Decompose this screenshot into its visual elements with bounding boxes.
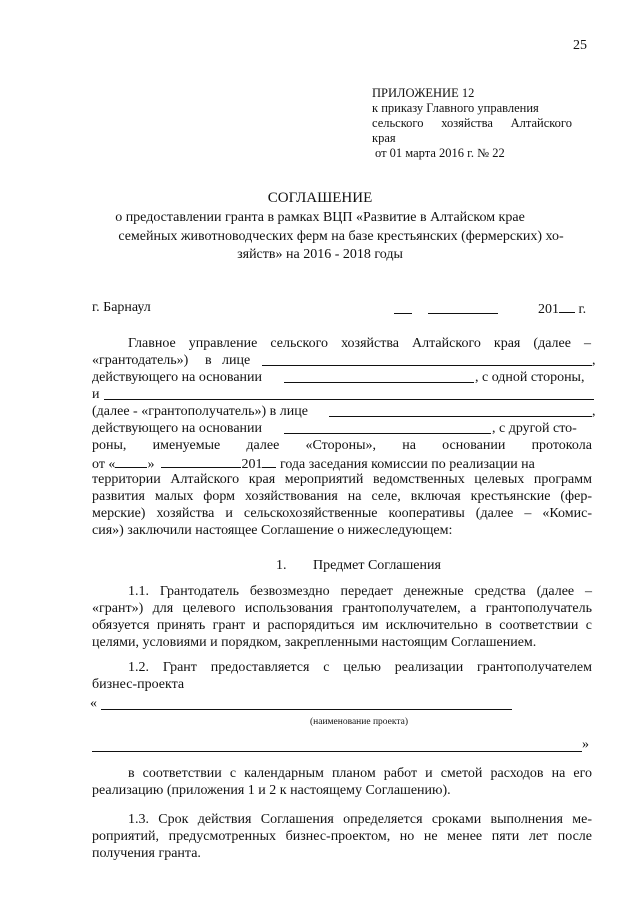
year-prefix: 201 [538, 302, 559, 317]
intro-line-11: мерские) хозяйства и сельскохозяйственные кооперативы (далее – «Комис- [92, 506, 592, 521]
clause-1-1-line-4: целями, условиями и порядком, закрепленными настоящим Соглашением. [92, 635, 537, 650]
intro-word: основании [442, 438, 506, 453]
agreement-subtitle-1: о предоставлении гранта в рамках ВЦП «Развитие в Алтайском крае [115, 210, 525, 225]
year-blank [559, 300, 575, 313]
intro-line-7 [92, 438, 592, 454]
representative-blank [262, 365, 592, 366]
agreement-title: СОГЛАШЕНИЕ [267, 190, 373, 206]
section-1-number: 1. [276, 558, 287, 573]
appendix-word: хозяйства [441, 116, 493, 130]
recipient-blank [104, 399, 594, 400]
project-open-quote: « [90, 696, 97, 711]
section-1-title: Предмет Соглашения [313, 558, 441, 573]
appendix-line-3: края [372, 131, 396, 145]
protocol-month-blank [161, 455, 241, 468]
intro-word: роны, [92, 438, 127, 453]
clause-1-3-line-3: получения гранта. [92, 846, 201, 861]
intro-word: далее [246, 438, 280, 453]
appendix-word: Алтайского [510, 116, 572, 130]
intro-word: «грантодатель») [92, 353, 189, 368]
clause-1-3-line-2: роприятий, предусмотренных бизнес-проектом, но не менее пяти лет после [92, 829, 592, 844]
clause-1-2-line-4: реализацию (приложения 1 и 2 к настоящему Соглашению). [92, 783, 451, 798]
protocol-year-blank [262, 455, 276, 468]
intro-line-1: Главное управление сельского хозяйства Алтайского края (далее – [128, 336, 591, 351]
clause-1-3-line-1: 1.3. Срок действия Соглашения определяется сроками выполнения ме- [128, 812, 592, 827]
project-name-caption: (наименование проекта) [310, 717, 409, 727]
basis-blank [284, 382, 474, 383]
page-number: 25 [573, 38, 587, 53]
protocol-date-open: от « [92, 457, 116, 472]
clause-1-1-line-2: «грант») для целевого использования грантополучателем, а грантополучатель [92, 601, 592, 616]
protocol-date-close: » [147, 457, 155, 472]
clause-1-2-line-3: в соответствии с календарным планом работ и сметой расходов на его [128, 766, 592, 781]
intro-word: в [205, 353, 212, 368]
clause-1-1-line-3: обязуется принять грант и распорядиться им исключительно в соответствии с [92, 618, 592, 633]
clause-1-2-line-1: 1.2. Грант предоставляется с целью реализации грантополучателем [128, 660, 592, 675]
project-name-blank-2 [92, 751, 582, 752]
intro-line-3b: , с одной стороны, [475, 370, 585, 385]
intro-line-4: и [92, 387, 100, 402]
intro-word: на [402, 438, 416, 453]
intro-word: лице [222, 353, 251, 368]
city: г. Барнаул [92, 300, 151, 315]
intro-word: «Стороны», [305, 438, 377, 453]
appendix-title: ПРИЛОЖЕНИЕ 12 [372, 86, 475, 100]
year-suffix: г. [575, 302, 587, 317]
agreement-subtitle-2: семейных животноводческих ферм на базе крестьянских (фермерских) хо- [118, 229, 564, 244]
intro-word: протокола [531, 438, 592, 453]
intro-line-9: территории Алтайского края мероприятий ведомственных целевых программ [92, 472, 592, 487]
agreement-subtitle-3: зяйств» на 2016 - 2018 годы [237, 247, 403, 262]
protocol-day-blank [115, 455, 147, 468]
clause-1-2-line-2: бизнес-проекта [92, 677, 185, 692]
month-blank [428, 313, 498, 314]
intro-word: именуемые [152, 438, 221, 453]
protocol-year-prefix: 201 [241, 457, 263, 472]
recipient-representative-blank [329, 416, 592, 417]
intro-line-6a: действующего на основании [92, 421, 263, 436]
appendix-line-2 [372, 116, 572, 131]
intro-line-6b: , с другой сто- [492, 421, 577, 436]
intro-line-8 [92, 455, 535, 473]
appendix-word: сельского [372, 116, 424, 130]
appendix-date: от 01 марта 2016 г. № 22 [375, 146, 505, 160]
clause-1-1-line-1: 1.1. Грантодатель безвозмездно передает денежные средства (далее – [128, 584, 592, 599]
recipient-basis-blank [284, 433, 491, 434]
project-close-quote: » [582, 737, 589, 752]
intro-line-2 [92, 353, 188, 369]
day-blank [394, 313, 412, 314]
intro-text: года заседания комиссии по реализации на [279, 457, 535, 472]
intro-line-12: сия») заключили настоящее Соглашение о нижеследующем: [92, 523, 453, 538]
appendix-line-1: к приказу Главного управления [372, 101, 539, 115]
intro-line-5: (далее - «грантополучатель») в лице [92, 404, 308, 419]
intro-line-3a: действующего на основании [92, 370, 263, 385]
year-field [538, 300, 586, 318]
intro-line-10: развития малых форм хозяйствования на селе, включая крестьянские (фер- [92, 489, 592, 504]
project-name-blank [101, 709, 512, 710]
